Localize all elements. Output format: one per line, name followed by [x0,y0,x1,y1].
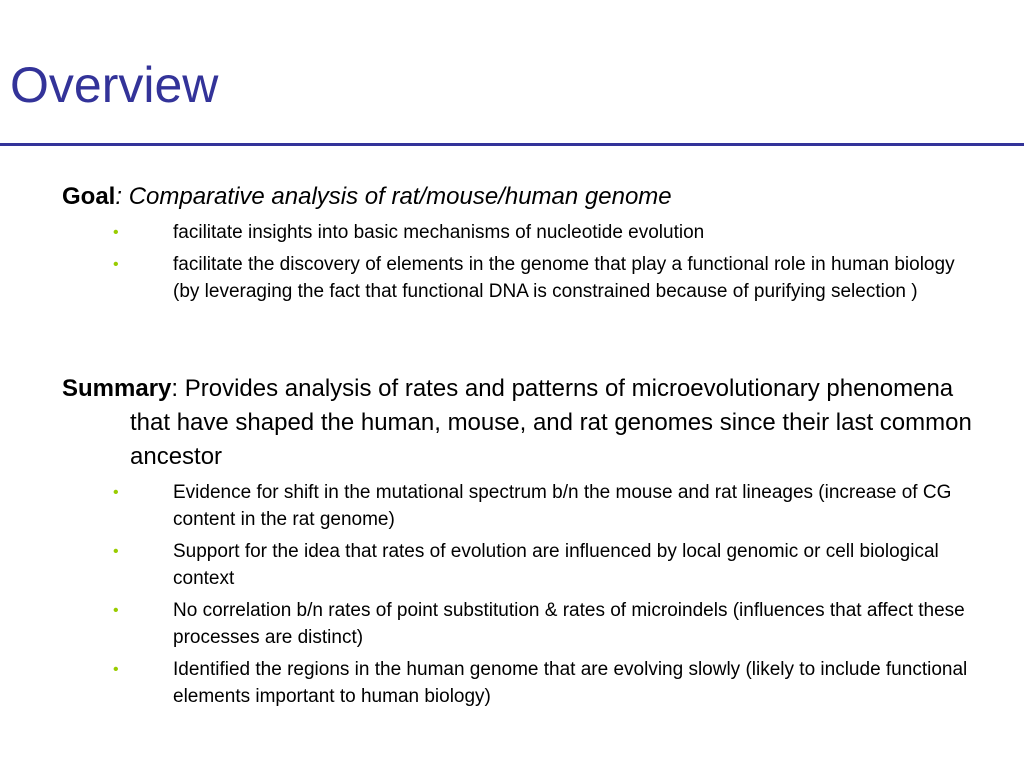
bullet-text: No correlation b/n rates of point substitution & rates of microindels (influences that affect these processes are distinct) [173,600,965,648]
goal-section [62,180,972,305]
summary-text: Provides analysis of rates and patterns of microevolutionary phenomena that have shaped the human, mouse, and rat genomes since their last common ancestor [130,375,972,470]
goal-bullet-list [62,219,972,305]
bullet-icon: • [113,602,119,619]
bullet-text: Support for the idea that rates of evolution are influenced by local genomic or cell biological context [173,541,939,589]
list-item [62,479,972,533]
slide-title: Overview [10,57,219,113]
list-item [62,251,972,305]
summary-label: Summary [62,375,172,402]
goal-heading [62,180,972,214]
goal-text: Comparative analysis of rat/mouse/human genome [128,183,672,210]
bullet-text: Evidence for shift in the mutational spectrum b/n the mouse and rat lineages (increase of CG content in the rat genome) [173,482,952,530]
list-item [62,538,972,592]
list-item [62,219,972,246]
summary-heading-text [62,372,972,474]
list-item [62,597,972,651]
bullet-icon: • [113,661,119,678]
bullet-icon: • [113,256,119,273]
summary-bullet-list [62,479,972,710]
goal-separator: : [115,183,129,210]
bullet-icon: • [113,484,119,501]
list-item [62,656,972,710]
summary-separator: : [171,375,185,402]
bullet-icon: • [113,543,119,560]
bullet-text: Identified the regions in the human genome that are evolving slowly (likely to include functional elements important to human biology) [173,659,968,707]
title-divider [0,143,1024,146]
goal-label: Goal [62,183,116,210]
summary-heading [62,372,972,474]
summary-section [62,372,972,710]
bullet-text: facilitate the discovery of elements in the genome that play a functional role in human biology (by leveraging the fact that functional DNA is constrained because of purifying selection ) [173,254,955,302]
bullet-text: facilitate insights into basic mechanisms of nucleotide evolution [173,222,705,243]
bullet-icon: • [113,224,119,241]
